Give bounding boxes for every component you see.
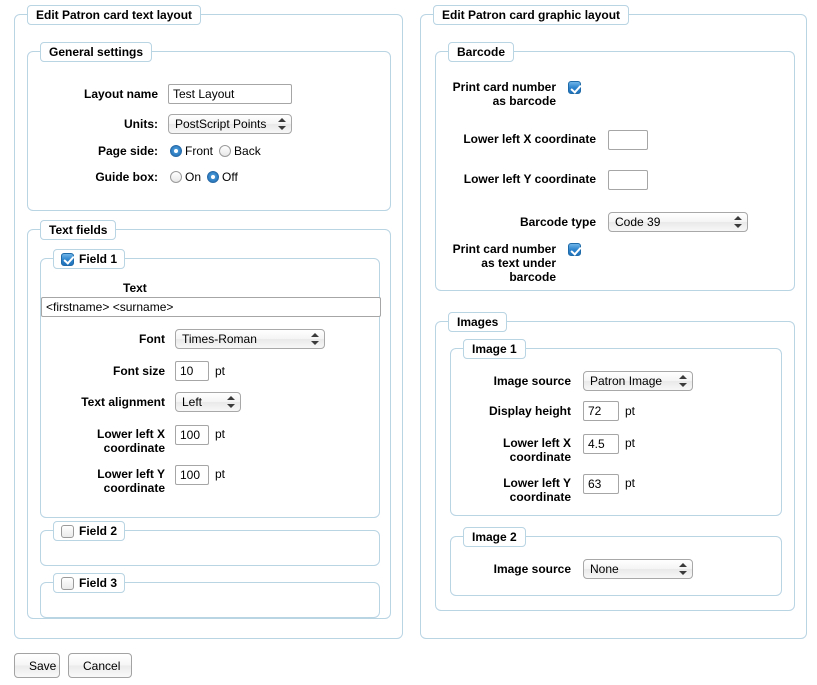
guide-box-on-label: On	[185, 170, 202, 184]
page-side-label: Page side:	[97, 144, 158, 158]
text-field-1-legend-box[interactable]	[53, 249, 125, 269]
image2-source-label: Image source	[493, 562, 571, 576]
updown-arrows-icon	[679, 374, 688, 388]
text-field-3-legend-box[interactable]	[53, 573, 125, 593]
radio-icon	[207, 171, 219, 183]
page-side-back-radio[interactable]	[219, 144, 261, 158]
field1-llx-row	[41, 417, 381, 455]
barcode-llx-label: Lower left X coordinate	[463, 132, 596, 146]
field1-checkbox-icon[interactable]	[61, 253, 74, 266]
image-1-legend: Image 1	[463, 339, 526, 359]
print-as-text-checkbox[interactable]	[568, 243, 581, 256]
image1-height-row	[451, 401, 783, 421]
field1-font-size-unit: pt	[215, 364, 226, 378]
field1-lly-label: Lower left Y coordinate	[97, 467, 165, 495]
radio-icon	[219, 145, 231, 157]
units-label: Units:	[124, 117, 158, 131]
field1-llx-input[interactable]	[175, 425, 209, 445]
barcode-type-row	[436, 212, 796, 232]
guide-box-row	[28, 170, 372, 184]
text-field-3-legend: Field 3	[79, 576, 118, 590]
updown-arrows-icon	[278, 117, 287, 131]
field1-font-value: Times-Roman	[182, 332, 257, 346]
field1-text-input[interactable]	[41, 297, 381, 317]
guide-box-off-radio[interactable]	[207, 170, 238, 184]
image-2-legend: Image 2	[463, 527, 526, 547]
field2-checkbox-icon[interactable]	[61, 525, 74, 538]
updown-arrows-icon	[227, 395, 236, 409]
field1-font-size-label: Font size	[112, 364, 165, 378]
units-row	[28, 114, 372, 134]
print-as-text-label: Print card number as text under barcode	[452, 242, 556, 284]
field1-alignment-label: Text alignment	[81, 395, 165, 409]
image1-lly-input[interactable]	[583, 474, 619, 494]
field1-lly-input[interactable]	[175, 465, 209, 485]
image1-source-label: Image source	[493, 374, 571, 388]
image1-llx-label: Lower left X coordinate	[502, 436, 571, 464]
text-fields-legend: Text fields	[40, 220, 116, 240]
field1-lly-row	[41, 457, 381, 495]
image1-source-row	[451, 371, 783, 391]
field1-llx-label: Lower left X coordinate	[96, 427, 165, 455]
text-field-3-group	[40, 576, 380, 618]
image-1-group	[450, 342, 782, 516]
page-side-front-radio[interactable]	[170, 144, 213, 158]
print-as-barcode-label: Print card number as barcode	[452, 80, 556, 108]
edit-graphic-layout-panel	[420, 8, 807, 639]
field1-font-select[interactable]	[175, 329, 325, 349]
edit-text-layout-panel	[14, 8, 403, 639]
guide-box-off-label: Off	[222, 170, 238, 184]
print-as-barcode-checkbox[interactable]	[568, 81, 581, 94]
page-side-row	[28, 144, 372, 158]
image1-source-value: Patron Image	[590, 374, 663, 388]
image1-llx-unit: pt	[625, 436, 636, 450]
barcode-type-value: Code 39	[615, 215, 661, 229]
units-select[interactable]	[168, 114, 292, 134]
edit-text-layout-legend: Edit Patron card text layout	[27, 5, 201, 25]
updown-arrows-icon	[679, 562, 688, 576]
image1-height-input[interactable]	[583, 401, 619, 421]
barcode-group	[435, 45, 795, 291]
text-fields-group	[27, 223, 391, 619]
barcode-lly-row	[436, 164, 796, 190]
cancel-button[interactable]: Cancel	[68, 653, 132, 678]
layout-name-label: Layout name	[83, 87, 158, 101]
image1-height-label: Display height	[488, 404, 571, 418]
updown-arrows-icon	[734, 215, 743, 229]
guide-box-on-radio[interactable]	[170, 170, 201, 184]
barcode-lly-label: Lower left Y coordinate	[463, 172, 596, 186]
field3-checkbox-icon[interactable]	[61, 577, 74, 590]
layout-name-row	[28, 84, 372, 104]
field1-lly-unit: pt	[215, 467, 226, 481]
barcode-lly-input[interactable]	[608, 170, 648, 190]
print-as-text-row	[436, 242, 796, 284]
page-side-back-label: Back	[234, 144, 261, 158]
field1-llx-unit: pt	[215, 427, 226, 441]
image2-source-row	[451, 559, 783, 579]
image1-lly-unit: pt	[625, 476, 636, 490]
edit-graphic-layout-legend: Edit Patron card graphic layout	[433, 5, 629, 25]
field1-font-size-row	[41, 361, 381, 381]
field1-text-label: Text	[123, 281, 147, 295]
updown-arrows-icon	[311, 332, 320, 346]
radio-icon	[170, 171, 182, 183]
print-as-barcode-row	[436, 80, 796, 108]
barcode-legend: Barcode	[448, 42, 514, 62]
image1-llx-input[interactable]	[583, 434, 619, 454]
text-field-1-legend: Field 1	[79, 252, 118, 266]
radio-icon	[170, 145, 182, 157]
barcode-llx-input[interactable]	[608, 130, 648, 150]
barcode-type-label: Barcode type	[519, 215, 596, 229]
save-button[interactable]: Save	[14, 653, 60, 678]
image-2-group	[450, 530, 782, 596]
text-field-2-group	[40, 524, 380, 566]
barcode-llx-row	[436, 124, 796, 150]
field1-font-label: Font	[139, 332, 165, 346]
text-field-1-group	[40, 252, 380, 518]
guide-box-label: Guide box:	[95, 170, 158, 184]
images-group	[435, 315, 795, 611]
field1-alignment-row	[41, 392, 381, 412]
layout-name-input[interactable]	[168, 84, 292, 104]
general-settings-legend: General settings	[40, 42, 152, 62]
text-field-2-legend: Field 2	[79, 524, 118, 538]
image1-lly-label: Lower left Y coordinate	[503, 476, 571, 504]
units-select-value: PostScript Points	[175, 117, 267, 131]
image1-source-select[interactable]	[583, 371, 693, 391]
barcode-type-select[interactable]	[608, 212, 748, 232]
image1-height-unit: pt	[625, 404, 636, 418]
field1-alignment-value: Left	[182, 395, 203, 409]
images-legend: Images	[448, 312, 507, 332]
field1-alignment-select[interactable]	[175, 392, 241, 412]
image2-source-value: None	[590, 562, 619, 576]
field1-font-size-input[interactable]	[175, 361, 209, 381]
page-side-front-label: Front	[185, 144, 214, 158]
field1-font-row	[41, 329, 381, 349]
image1-lly-row	[451, 467, 783, 504]
general-settings-group	[27, 45, 391, 211]
image2-source-select[interactable]	[583, 559, 693, 579]
text-field-2-legend-box[interactable]	[53, 521, 125, 541]
image1-llx-row	[451, 427, 783, 464]
